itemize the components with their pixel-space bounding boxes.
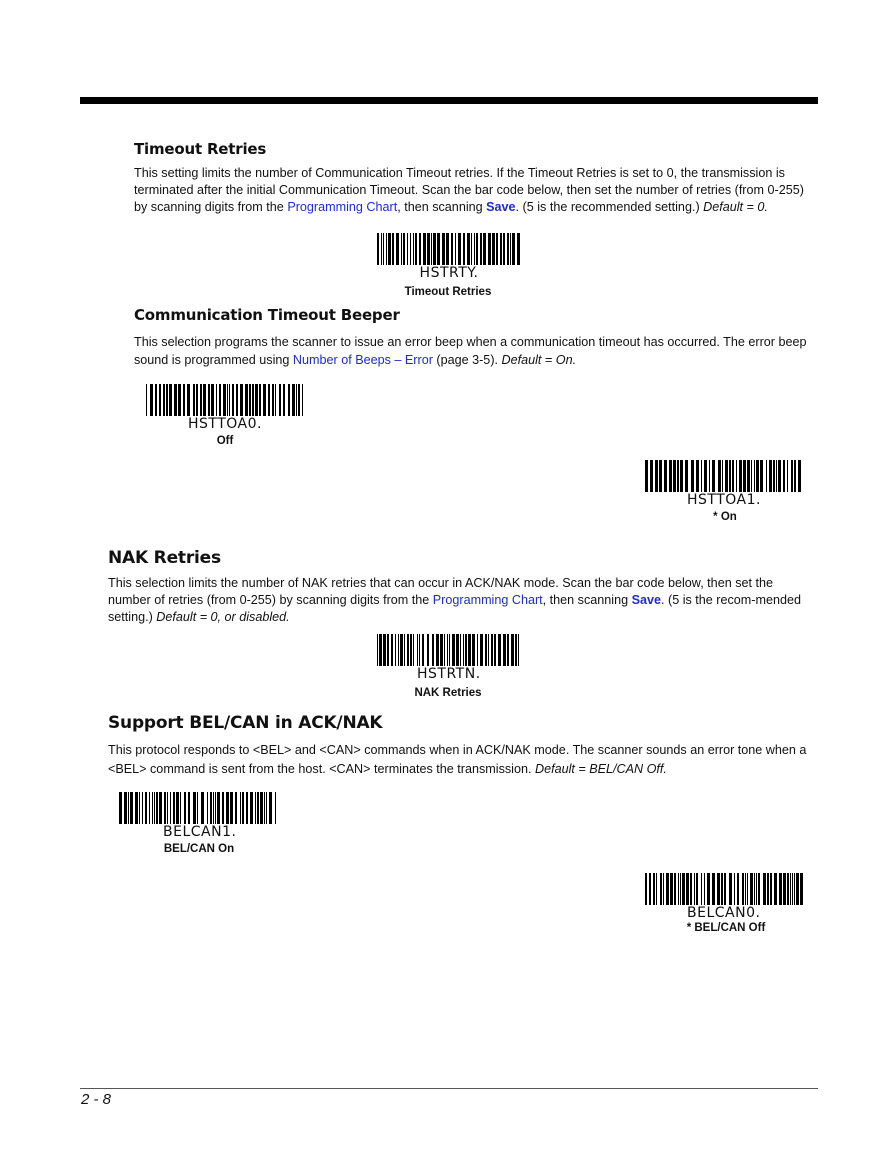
footer-rule — [80, 1088, 818, 1089]
belcan-on-caption: BEL/CAN On — [163, 843, 235, 855]
timeout-retries-barcode — [375, 233, 523, 281]
belcan-off-caption: * BEL/CAN Off — [686, 922, 766, 934]
timeout-retries-caption: Timeout Retries — [404, 286, 492, 298]
barcode-text: HSTRTN. — [417, 666, 481, 682]
timeout-beeper-description: This selection programs the scanner to issue an error beep when a communication timeout has occurred. The error beep sound is programmed using Number of Beeps – Error (page 3-5). Default = On. — [134, 335, 807, 367]
default-value: Default = 0, or disabled. — [156, 610, 290, 624]
belcan-on-barcode — [117, 792, 279, 840]
save-link[interactable]: Save — [486, 200, 516, 214]
timeout-retries-description: This setting limits the number of Communication Timeout retries. If the Timeout Retries is set to 0, the transmission is terminated after the initial Communication Timeout. Scan the bar code below, then set the number of retries (from 0-255) by scanning digits from the Programming Chart, then scanning Save. (5 is the recommended setting.) Default = 0. — [134, 166, 804, 214]
beeper-off-caption: Off — [216, 435, 234, 447]
nak-retries-barcode — [375, 634, 523, 682]
default-value: Default = On. — [501, 353, 577, 367]
save-link[interactable]: Save — [631, 593, 662, 607]
barcode-text: HSTRTY. — [419, 265, 479, 281]
page-number: 2 - 8 — [81, 1091, 112, 1108]
nak-retries-caption: NAK Retries — [414, 687, 482, 699]
default-value: Default = 0. — [703, 200, 768, 214]
default-value: Default = BEL/CAN Off. — [534, 762, 667, 776]
barcode-text: BELCAN0. — [687, 905, 761, 921]
belcan-heading: Support BEL/CAN in ACK/NAK — [108, 713, 383, 733]
barcode-text: HSTTOA0. — [188, 416, 262, 432]
barcode-text: HSTTOA1. — [687, 492, 761, 508]
timeout-retries-heading: Timeout Retries — [134, 140, 267, 158]
timeout-beeper-heading: Communication Timeout Beeper — [134, 306, 400, 324]
beeper-on-barcode — [643, 460, 805, 508]
belcan-off-barcode — [643, 873, 805, 921]
header-rule — [80, 97, 818, 104]
beeper-off-barcode — [144, 384, 306, 432]
belcan-description: This protocol responds to <BEL> and <CAN> commands when in ACK/NAK mode. The scanner sounds an error tone when a <BEL> command is sent from the host. <CAN> terminates the transmission. Default = BEL/CAN Off. — [108, 743, 807, 776]
barcode-text: BELCAN1. — [163, 824, 237, 840]
nak-retries-heading: NAK Retries — [108, 548, 221, 568]
beeper-on-caption: * On — [713, 511, 737, 523]
number-of-beeps-link[interactable]: Number of Beeps – Error — [292, 353, 433, 367]
programming-chart-link[interactable]: Programming Chart — [432, 593, 543, 607]
nak-retries-description: This selection limits the number of NAK retries that can occur in ACK/NAK mode. Scan the bar code below, then set the number of retries (from 0-255) by scanning digits from the Programming Chart, then scanning Save. (5 is the recom-mended setting.) Default = 0, or disabled. — [108, 576, 802, 624]
programming-chart-link[interactable]: Programming Chart — [287, 200, 398, 214]
